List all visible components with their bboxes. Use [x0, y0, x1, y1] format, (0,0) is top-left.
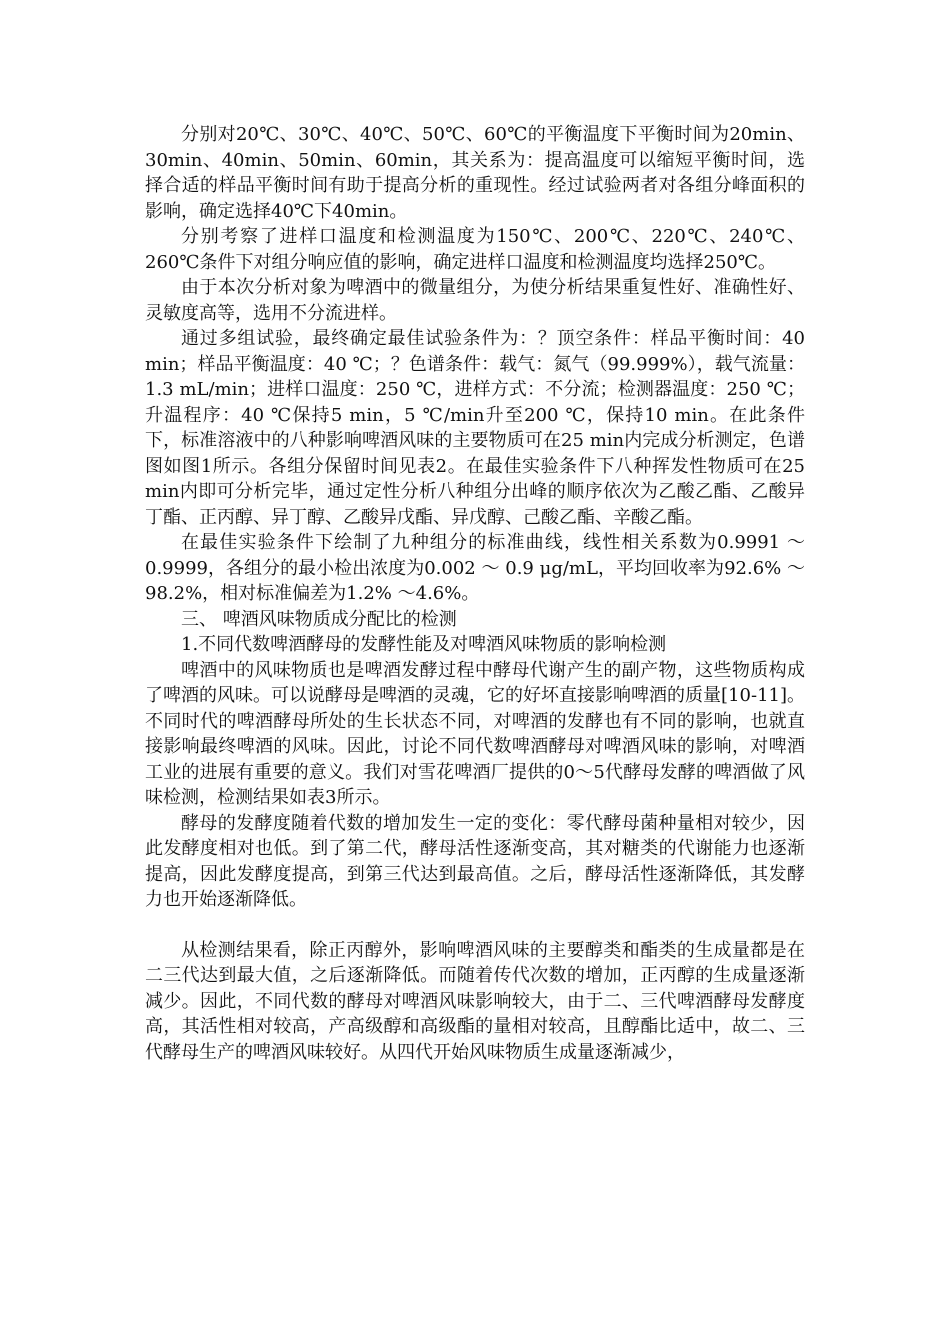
paragraph-injector-temperature: 分别考察了进样口温度和检测温度为150℃、200℃、220℃、240℃、260℃条件下对组分响应值的影响，确定进样口温度和检测温度均选择250℃。 [145, 226, 805, 273]
blank-line [145, 913, 805, 938]
paragraph-standard-curve: 在最佳实验条件下绘制了九种组分的标准曲线，线性相关系数为0.9991 ～ 0.9999，各组分的最小检出浓度为0.002 ～ 0.9 μg/mL，平均回收率为92.6% ～ 98.2%，相对标准偏差为1.2% ～4.6%。 [145, 532, 805, 604]
paragraph-yeast-flavor: 啤酒中的风味物质也是啤酒发酵过程中酵母代谢产生的副产物，这些物质构成了啤酒的风味。可以说酵母是啤酒的灵魂，它的好坏直接影响啤酒的质量[10-11]。不同时代的啤酒酵母所处的生长状态不同，对啤酒的发酵也有不同的影响，也就直接影响最终啤酒的风味。因此，讨论不同代数啤酒酵母对啤酒风味的影响，对啤酒工业的进展有重要的意义。我们对雪花啤酒厂提供的0～5代酵母发酵的啤酒做了风味检测，检测结果如表3所示。 [145, 659, 805, 808]
section-heading: 三、 啤酒风味物质成分配比的检测 [181, 608, 457, 630]
paragraph-detection-results: 从检测结果看，除正丙醇外，影响啤酒风味的主要醇类和酯类的生成量都是在二三代达到最大值，之后逐渐降低。而随着传代次数的增加，正丙醇的生成量逐渐减少。因此，不同代数的酵母对啤酒风味影响较大，由于二、三代啤酒酵母发酵度高，其活性相对较高，产高级醇和高级酯的量相对较高，且醇酯比适中，故二、三代酵母生产的啤酒风味较好。从四代开始风味物质生成量逐渐减少， [145, 939, 805, 1063]
paragraph-optimal-conditions: 通过多组试验，最终确定最佳试验条件为：？顶空条件：样品平衡时间：40 min；样品平衡温度：40 ℃；？色谱条件：载气：氮气（99.999%），载气流量：1.3 mL/min；进样口温度：250 ℃，进样方式：不分流；检测器温度：250 ℃；升温程序：40 ℃保持5 min，5 ℃/min升至200 ℃，保持10 min。在此条件下，标准溶液中的八种影响啤酒风味的主要物质可在25 min内完成分析测定，色谱图如图1所示。各组分保留时间见表2。在最佳实验条件下八种挥发性物质可在25 min内即可分析完毕，通过定性分析八种组分出峰的顺序依次为乙酸乙酯、乙酸异丁酯、正丙醇、异丁醇、乙酸异戊酯、异戊醇、己酸乙酯、辛酸乙酯。 [145, 328, 805, 528]
paragraph-fermentation-degree: 酵母的发酵度随着代数的增加发生一定的变化：零代酵母菌种量相对较少，因此发酵度相对也低。到了第二代，酵母活性逐渐变高，其对糖类的代谢能力也逐渐提高，因此发酵度提高，到第三代达到最高值。之后，酵母活性逐渐降低，其发酵力也开始逐渐降低。 [145, 812, 805, 910]
paragraph-equilibrium-time: 分别对20℃、30℃、40℃、50℃、60℃的平衡温度下平衡时间为20min、30min、40min、50min、60min，其关系为：提高温度可以缩短平衡时间，选择合适的样品平衡时间有助于提高分析的重现性。经过试验两者对各组分峰面积的影响，确定选择40℃下40min。 [145, 124, 805, 222]
subsection-heading: 1.不同代数啤酒酵母的发酵性能及对啤酒风味物质的影响检测 [181, 634, 667, 655]
paragraph-splitless-injection: 由于本次分析对象为啤酒中的微量组分，为使分析结果重复性好、准确性好、灵敏度高等，选用不分流进样。 [145, 277, 805, 324]
document-body [145, 122, 805, 1065]
